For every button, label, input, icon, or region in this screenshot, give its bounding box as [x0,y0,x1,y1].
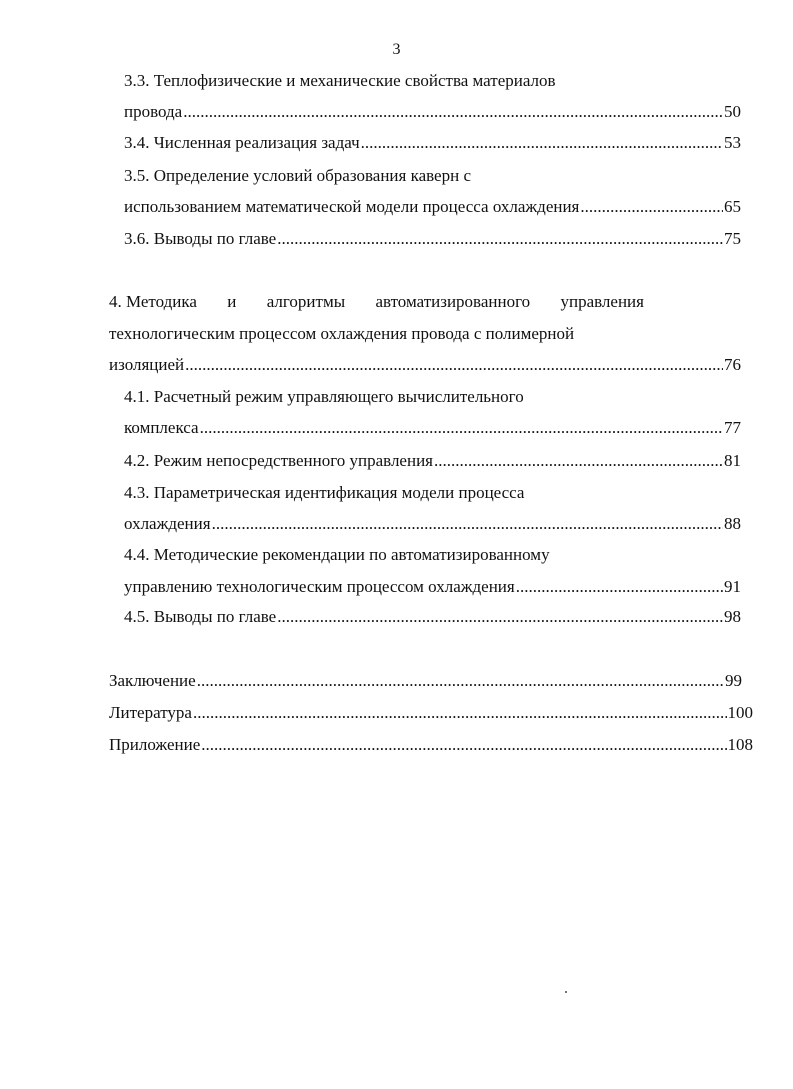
toc-3-5-title-line1 [124,164,744,188]
toc-entry-appendix[interactable] [109,733,753,757]
dot-leader [185,353,723,377]
page-number: 3 [392,41,401,58]
toc-4-5-title: 4.5. Выводы по главе [124,607,277,626]
toc-ch4-title-line1 [109,290,644,314]
toc-ch4-title-line3: изоляцией [109,355,185,374]
toc-3-6-page: 75 [724,229,741,248]
toc-appendix-page: 108 [727,735,753,754]
toc-literature-page: 100 [727,703,753,722]
toc-4-4-title-line2: управлению технологическим процессом охлаждения [124,577,515,596]
toc-3-3-title-line2: провода [124,102,183,121]
toc-4-4-page: 91 [724,577,741,596]
toc-3-5-title-line2: использованием математической модели процесса охлаждения [124,197,580,216]
toc-literature-title: Литература [109,703,192,722]
toc-entry-3-3[interactable] [124,100,741,124]
toc-3-5-title-line1-text: 3.5. Определение условий образования каверн с [124,166,471,185]
toc-3-4-title: 3.4. Численная реализация задач [124,133,360,152]
dot-leader [434,449,723,473]
toc-entry-4-4[interactable] [124,575,741,599]
dot-leader [361,131,723,155]
toc-4-5-page: 98 [724,607,741,626]
toc-3-4-page: 53 [724,133,741,152]
toc-ch4-word: и [227,292,237,311]
dot-leader [516,575,723,599]
toc-3-3-title-line1-text: 3.3. Теплофизические и механические свойства материалов [124,71,556,90]
toc-ch4-word: алгоритмы [266,292,346,311]
dot-leader [277,227,723,251]
toc-entry-4-2[interactable] [124,449,741,473]
toc-4-4-title-line1-text: 4.4. Методические рекомендации по автоматизированному [124,545,550,564]
toc-entry-literature[interactable] [109,701,753,725]
dot-leader [200,416,723,440]
toc-4-1-page: 77 [724,418,741,437]
toc-conclusion-title: Заключение [109,671,196,690]
dot-leader [183,100,723,124]
toc-4-3-title-line2: охлаждения [124,514,211,533]
toc-ch4-page: 76 [724,355,741,374]
toc-ch4-word: 4. Методика [109,292,197,311]
dot-leader [193,701,727,725]
dot-leader [277,605,723,629]
toc-ch4-title-line2-text: технологическим процессом охлаждения провода с полимерной [109,324,575,343]
dot-leader [197,669,724,693]
toc-entry-conclusion[interactable] [109,669,742,693]
dot-leader [201,733,726,757]
toc-ch4-word: автоматизированного [375,292,531,311]
toc-entry-3-6[interactable] [124,227,741,251]
toc-4-3-page: 88 [724,514,741,533]
toc-3-6-title: 3.6. Выводы по главе [124,229,277,248]
toc-ch4-title-line2 [109,322,729,346]
toc-entry-4-3[interactable] [124,512,741,536]
toc-4-4-title-line1 [124,543,744,567]
toc-3-5-page: 65 [724,197,741,216]
toc-appendix-title: Приложение [109,735,201,754]
toc-4-1-title-line1-text: 4.1. Расчетный режим управляющего вычислительного [124,387,524,406]
scan-speck [565,991,567,993]
toc-entry-4-5[interactable] [124,605,741,629]
toc-4-1-title-line1 [124,385,744,409]
toc-entry-3-4[interactable] [124,131,741,155]
toc-3-3-title-line1 [124,69,744,93]
toc-4-3-title-line1-text: 4.3. Параметрическая идентификация модели процесса [124,483,525,502]
toc-4-3-title-line1 [124,481,744,505]
toc-ch4-word: управления [560,292,644,311]
toc-entry-4-1[interactable] [124,416,741,440]
toc-3-3-page: 50 [724,102,741,121]
toc-4-2-title: 4.2. Режим непосредственного управления [124,451,433,470]
toc-entry-ch4[interactable] [109,353,741,377]
dot-leader [580,195,723,219]
toc-conclusion-page: 99 [725,671,742,690]
dot-leader [212,512,723,536]
toc-4-2-page: 81 [724,451,741,470]
toc-entry-3-5[interactable] [124,195,741,219]
toc-4-1-title-line2: комплекса [124,418,199,437]
